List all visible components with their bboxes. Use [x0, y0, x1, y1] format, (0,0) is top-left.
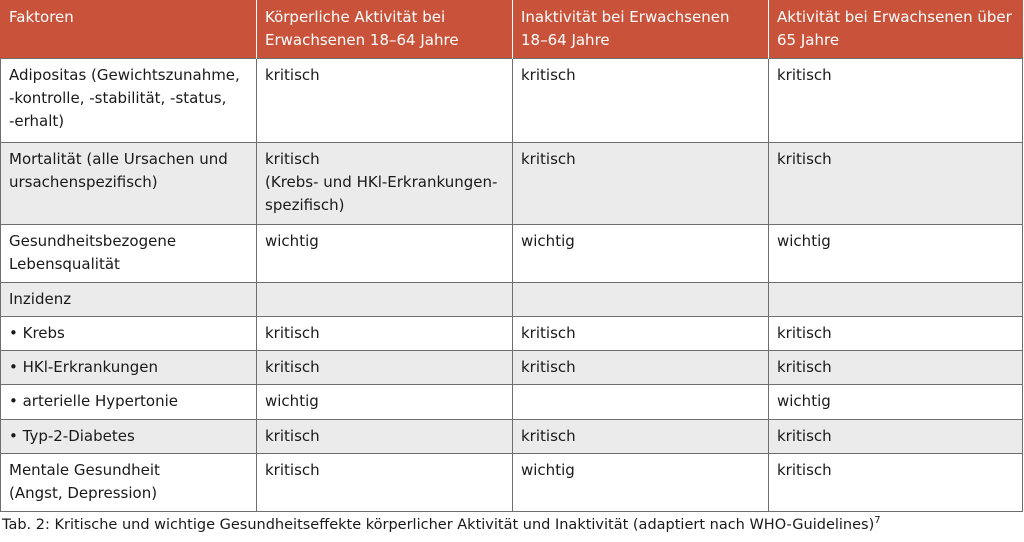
row-factor: Mortalität (alle Ursachen und ursachenspezifisch): [1, 143, 257, 225]
row-value: kritisch: [769, 59, 1023, 143]
row-value: kritisch: [513, 143, 769, 225]
row-factor: • arterielle Hypertonie: [1, 385, 257, 420]
table-row: [1, 351, 1023, 385]
caption-footnote-marker: 7: [874, 515, 881, 526]
table-row: [1, 59, 1023, 143]
row-value: kritisch: [769, 420, 1023, 454]
header-factors: Faktoren: [1, 0, 257, 59]
row-value: wichtig: [513, 454, 769, 512]
header-activity-adults-18-64: Körperliche Aktivität bei Erwachsenen 18–64 Jahre: [257, 0, 513, 59]
row-value: kritisch: [513, 317, 769, 351]
row-value: wichtig: [257, 385, 513, 420]
caption-text: Tab. 2: Kritische und wichtige Gesundheitseffekte körperlicher Aktivität und Inaktivität (adaptiert nach WHO-Guidelines): [2, 517, 875, 533]
row-factor: Mentale Gesundheit (Angst, Depression): [1, 454, 257, 512]
table-row: [1, 420, 1023, 454]
row-value: kritisch: [513, 59, 769, 143]
row-value: kritisch: [769, 454, 1023, 512]
header-inactivity-adults-18-64: Inaktivität bei Erwachsenen 18–64 Jahre: [513, 0, 769, 59]
header-activity-adults-65-plus: Aktivität bei Erwachsenen über 65 Jahre: [769, 0, 1023, 59]
row-factor: Inzidenz: [1, 283, 257, 317]
table-row: [1, 317, 1023, 351]
row-value: [257, 283, 513, 317]
row-value: kritisch: [769, 143, 1023, 225]
row-factor: • Krebs: [1, 317, 257, 351]
row-factor: Gesundheitsbezogene Lebensqualität: [1, 225, 257, 283]
row-value: kritisch: [769, 351, 1023, 385]
row-factor: • Typ-2-Diabetes: [1, 420, 257, 454]
row-value: wichtig: [513, 225, 769, 283]
row-factor: Adipositas (Gewichtszunahme, -kontrolle, -stabilität, -status, -erhalt): [1, 59, 257, 143]
row-value: wichtig: [769, 225, 1023, 283]
row-value: kritisch: [769, 317, 1023, 351]
row-value: [769, 283, 1023, 317]
row-factor: • HKl-Erkrankungen: [1, 351, 257, 385]
row-value: kritisch (Krebs- und HKl-Erkrankungen- spezifisch): [257, 143, 513, 225]
table-row: [1, 454, 1023, 512]
row-value: kritisch: [257, 317, 513, 351]
table-row: [1, 283, 1023, 317]
row-value: kritisch: [257, 351, 513, 385]
row-value: kritisch: [513, 420, 769, 454]
table-row: [1, 225, 1023, 283]
row-value: [513, 283, 769, 317]
row-value: kritisch: [257, 59, 513, 143]
row-value: wichtig: [769, 385, 1023, 420]
row-value: wichtig: [257, 225, 513, 283]
table-caption: [2, 515, 881, 535]
row-value: [513, 385, 769, 420]
row-value: kritisch: [513, 351, 769, 385]
row-value: kritisch: [257, 454, 513, 512]
table-header-row: [1, 0, 1023, 59]
table-row: [1, 385, 1023, 420]
row-value: kritisch: [257, 420, 513, 454]
table-row: [1, 143, 1023, 225]
